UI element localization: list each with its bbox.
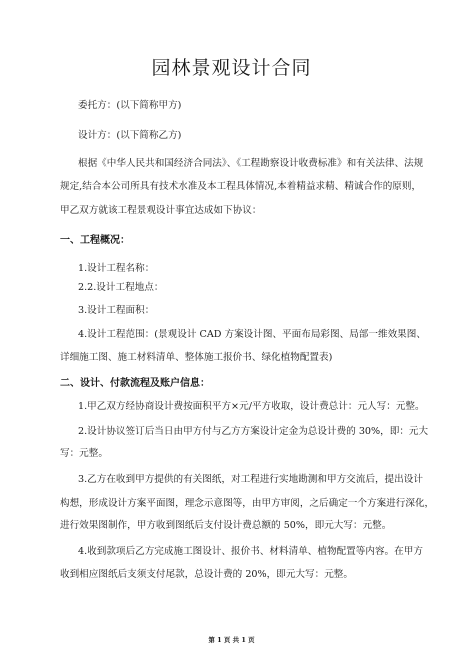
- section-1-item-4-line-1: 4.设计工程范围：(景观设计 CAD 方案设计图、平面布局彩图、局部一维效果图、: [78, 329, 426, 340]
- section-2-heading: 二、设计、付款流程及账户信息：: [60, 378, 210, 389]
- section-2-item-3-line-2: 构想，形成设计方案平面图，理念示意图等，由甲方审阅，之后确定一个方案进行深化，: [60, 498, 435, 509]
- client-line: 委托方：(以下简称甲方): [78, 100, 182, 111]
- section-2-item-4-line-1: 4.收到款项后乙方完成施工图设计、报价书、材料清单、植物配置等内容。在甲方: [78, 546, 423, 557]
- section-1-item-1: 1.设计工程名称：: [78, 263, 155, 274]
- section-1-heading: 一、工程概况：: [60, 235, 130, 246]
- section-2-item-3-line-1: 3.乙方在收到甲方提供的有关图纸，对工程进行实地勘测和甲方交流后，提出设计: [78, 474, 423, 485]
- intro-line-2: 规定,结合本公司所具有技术水准及本工程具体情况,本着精益求精、精诚合作的原则，: [60, 181, 422, 192]
- section-2-item-2-line-1: 2.设计协议签订后当日由甲方付与乙方方案设计定金为总设计费的 30%，即：元大: [78, 426, 429, 437]
- section-2-item-1: 1.甲乙双方经协商设计费按面积平方×元/平方收取，设计费总计：元人写：元整。: [78, 401, 425, 412]
- intro-line-1: 根据《中华人民共和国经济合同法》、《工程勘察设计收费标准》和有关法律、法规: [78, 158, 424, 169]
- section-1-item-4-line-2: 详细施工图、施工材料清单、整体施工报价书、绿化植物配置表): [60, 352, 333, 363]
- page-title: 园林景观设计合同: [151, 57, 312, 79]
- section-2-item-4-line-2: 收到相应图纸后支须支付尾款，总设计费的 20%，即元大写：元整。: [60, 569, 353, 580]
- section-1-item-2: 2.2.设计工程地点：: [78, 282, 164, 293]
- section-2-item-3-line-3: 进行效果图制作，甲方收到图纸后支付设计费总额的 50%，即元大写：元整。: [60, 520, 392, 531]
- intro-line-3: 甲乙双方就该工程景观设计事宜达成如下协议：: [60, 205, 262, 216]
- designer-line: 设计方：(以下简称乙方): [78, 130, 182, 141]
- section-2-item-2-line-2: 写：元整。: [60, 448, 108, 459]
- page-footer: 第 1 页 共 1 页: [208, 636, 255, 644]
- section-1-item-3: 3.设计工程面积：: [78, 305, 155, 316]
